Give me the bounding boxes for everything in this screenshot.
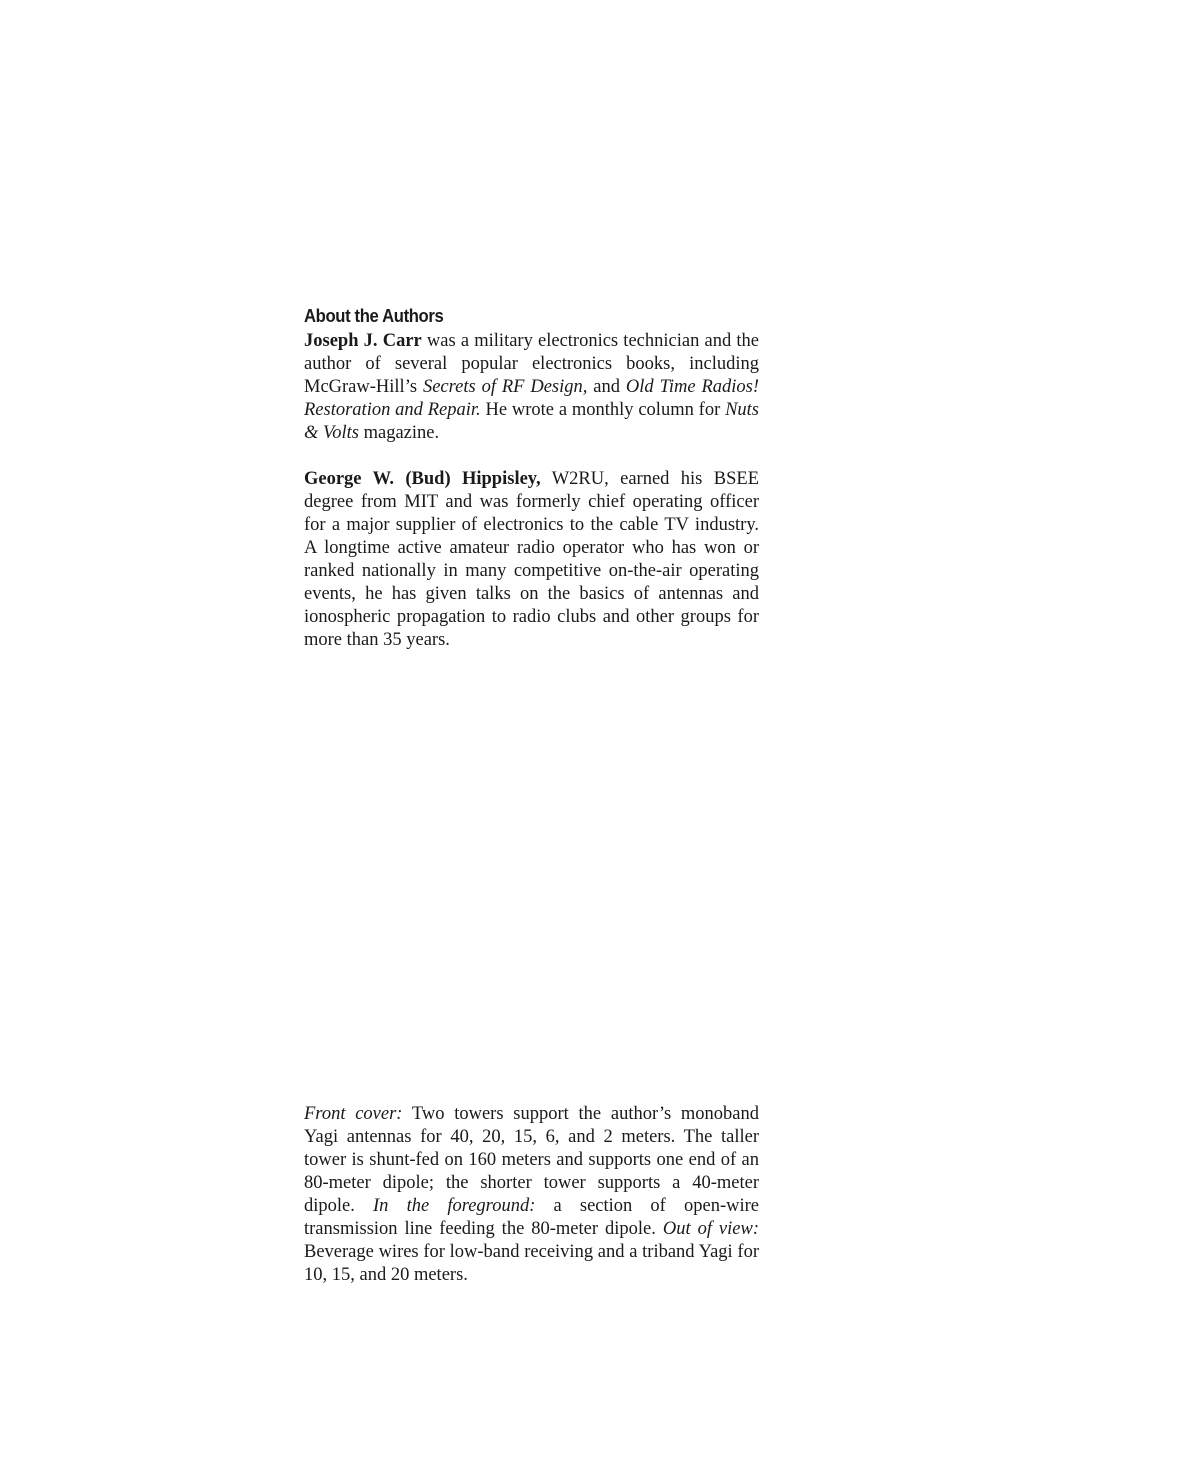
magazine-title: Nuts & Volts bbox=[304, 400, 759, 443]
bio-text: was a military electronics technician and the author of several popular electronics books, including McGraw-Hill’s bbox=[304, 331, 759, 397]
author-name: George W. (Bud) Hippisley, bbox=[304, 469, 541, 489]
bio-text: magazine. bbox=[359, 423, 440, 443]
cover-caption bbox=[304, 1103, 759, 1287]
book-title: Secrets of RF Design, bbox=[422, 377, 588, 397]
author-bio-carr bbox=[304, 330, 759, 445]
caption-text: Two towers support the author’s monoband Yagi antennas for 40, 20, 15, 6, and 2 meters. The taller tower is shunt-fed on 160 meters and supports one end of an 80-meter dipole; the shorter tower supports a 40-meter dipole. bbox=[304, 1104, 759, 1216]
book-title: Old Time Radios! Restoration and Repair. bbox=[304, 377, 759, 420]
section-heading: About the Authors bbox=[304, 305, 444, 326]
author-name: Joseph J. Carr bbox=[304, 331, 422, 351]
author-bio-hippisley bbox=[304, 468, 759, 652]
caption-text: Beverage wires for low-band receiving and a triband Yagi for 10, 15, and 20 meters. bbox=[304, 1242, 759, 1285]
caption-label: In the foreground: bbox=[373, 1196, 536, 1216]
caption-text: a section of open-wire transmission line feeding the 80-meter dipole. bbox=[304, 1196, 759, 1239]
bio-text: W2RU, earned his BSEE degree from MIT and was formerly chief operating officer for a major supplier of electronics to the cable TV industry. A longtime active amateur radio operator who has won or ranked nationally in many competitive on-the-air operating events, he has given talks on the basics of antennas and ionospheric propagation to radio clubs and other groups for more than 35 years. bbox=[304, 469, 759, 650]
caption-label: Out of view: bbox=[662, 1219, 759, 1239]
bio-text: He wrote a monthly column for bbox=[480, 400, 726, 420]
caption-label: Front cover: bbox=[304, 1104, 403, 1124]
bio-text: and bbox=[587, 377, 626, 397]
